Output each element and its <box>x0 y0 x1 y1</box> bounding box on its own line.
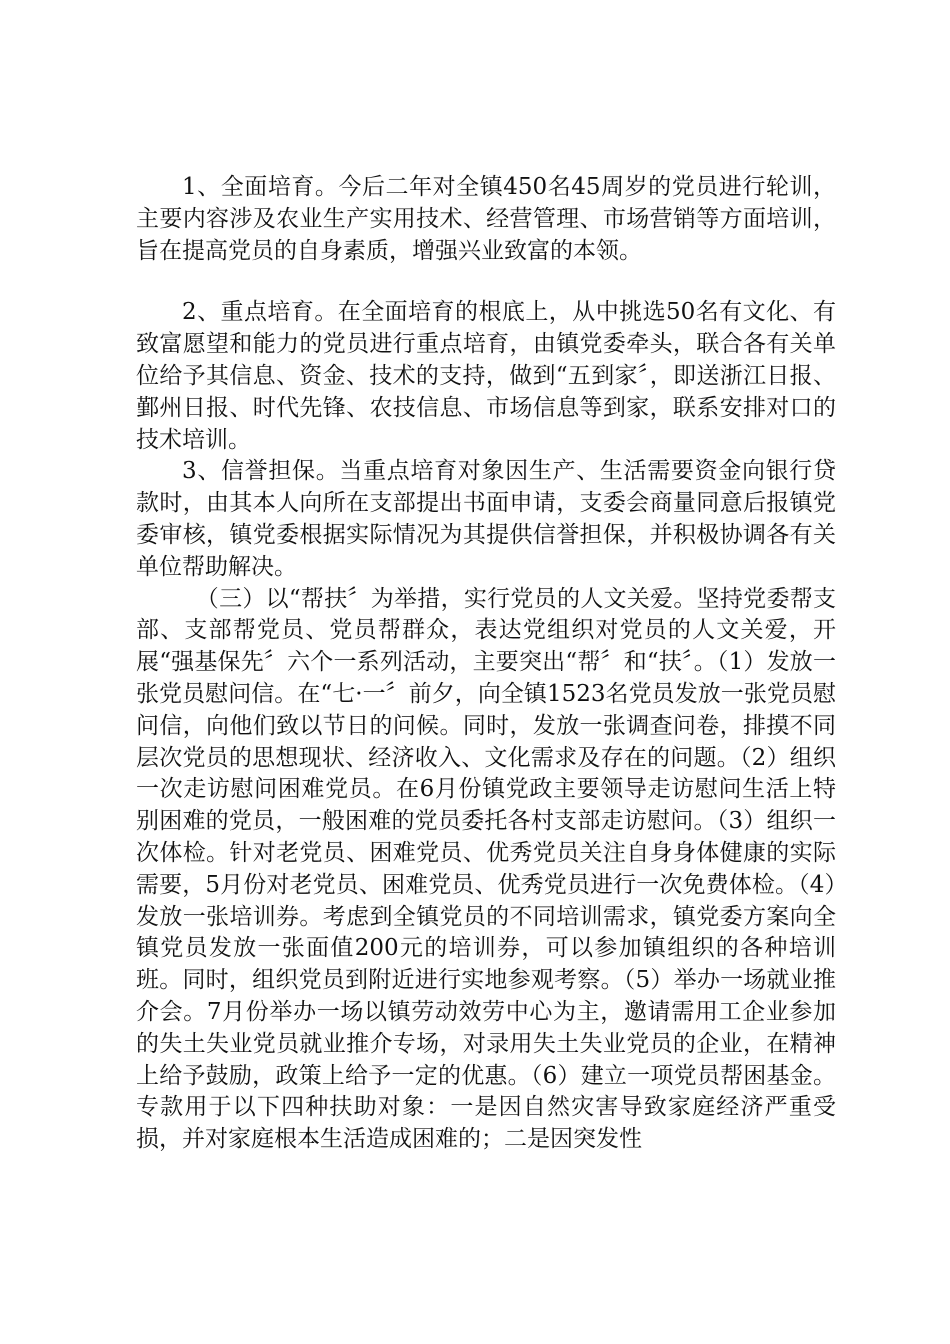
paragraph-humanistic-care: （三）以“帮扶〞为举措，实行党员的人文关爱。坚持党委帮支部、支部帮党员、党员帮群众，表达党组织对党员的人文关爱，开展“强基保先〞六个一系列活动，主要突出“帮〞和“扶〞。（1）发放一张党员慰问信。在“七·一〞前夕，向全镇1523名党员发放一张党员慰问信，向他们致以节日的问候。同时，发放一张调查问卷，排摸不同层次党员的思想现状、经济收入、文化需求及存在的问题。（2）组织一次走访慰问困难党员。在6月份镇党政主要领导走访慰问生活上特别困难的党员，一般困难的党员委托各村支部走访慰问。（3）组织一次体检。针对老党员、困难党员、优秀党员关注自身身体健康的实际需要，5月份对老党员、困难党员、优秀党员进行一次免费体检。（4）发放一张培训券。考虑到全镇党员的不同培训需求，镇党委方案向全镇党员发放一张面值200元的培训券，可以参加镇组织的各种培训班。同时，组织党员到附近进行实地参观考察。（5）举办一场就业推介会。7月份举办一场以镇劳动效劳中心为主，邀请需用工企业参加的失土失业党员就业推介专场，对录用失土失业党员的企业，在精神上给予鼓励，政策上给予一定的优惠。（6）建立一项党员帮困基金。专款用于以下四种扶助对象：一是因自然灾害导致家庭经济严重受损，并对家庭根本生活造成困难的；二是因突发性 <box>136 585 836 1153</box>
document-page <box>136 172 836 1156</box>
paragraph-credit-guarantee: 3、信誉担保。当重点培育对象因生产、生活需要资金向银行贷款时，由其本人向所在支部提出书面申请，支委会商量同意后报镇党委审核，镇党委根据实际情况为其提供信誉担保，并积极协调各有关单位帮助解决。 <box>136 458 836 580</box>
paragraph-key-training: 2、重点培育。在全面培育的根底上，从中挑选50名有文化、有致富愿望和能力的党员进行重点培育，由镇党委牵头，联合各有关单位给予其信息、资金、技术的支持，做到“五到家〞，即送浙江日报、鄞州日报、时代先锋、农技信息、市场信息等到家，联系安排对口的技术培训。 <box>136 299 836 453</box>
paragraph-comprehensive-training: 1、全面培育。今后二年对全镇450名45周岁的党员进行轮训，主要内容涉及农业生产实用技术、经营管理、市场营销等方面培训，旨在提高党员的自身素质，增强兴业致富的本领。 <box>136 174 836 264</box>
